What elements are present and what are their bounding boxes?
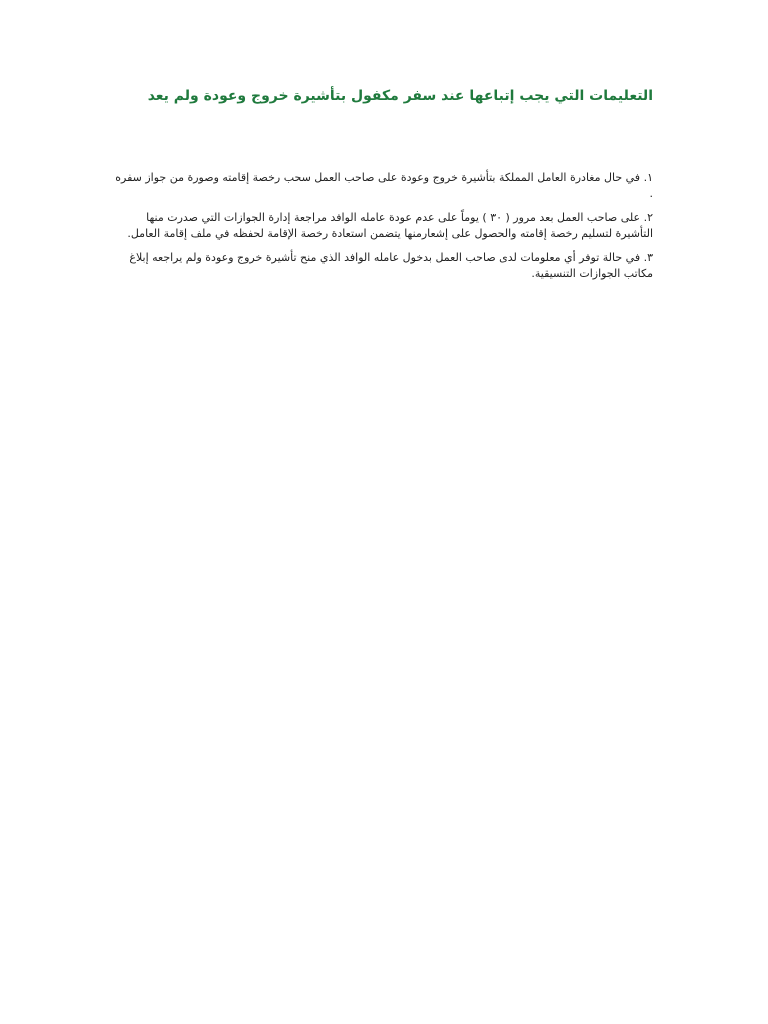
instruction-item-2: ٢. على صاحب العمل بعد مرور ( ٣٠ ) يوماً على عدم عودة عامله الوافد مراجعة إدارة الجوازات التي صدرت منها التأشيرة لتسليم رخصة إقامته والحصول على إشعارمنها يتضمن استعادة رخصة الإقامة لحفظه في ملف إقامة العامل. [127,211,653,240]
instruction-item-3: ٣. في حالة توفر أي معلومات لدى صاحب العمل بدخول عامله الوافد الذي منح تأشيرة خروج وعودة ولم يراجعه إبلاغ مكاتب الجوازات التنسيقية. [129,251,653,280]
page-title: التعليمات التي يجب إتباعها عند سفر مكفول بتأشيرة خروج وعودة ولم يعد [147,88,653,104]
instructions-list [113,170,653,290]
instruction-item-1: ١. في حال مغادرة العامل المملكة بتأشيرة خروج وعودة على صاحب العمل سحب رخصة إقامته وصورة من جواز سفره . [115,171,653,200]
